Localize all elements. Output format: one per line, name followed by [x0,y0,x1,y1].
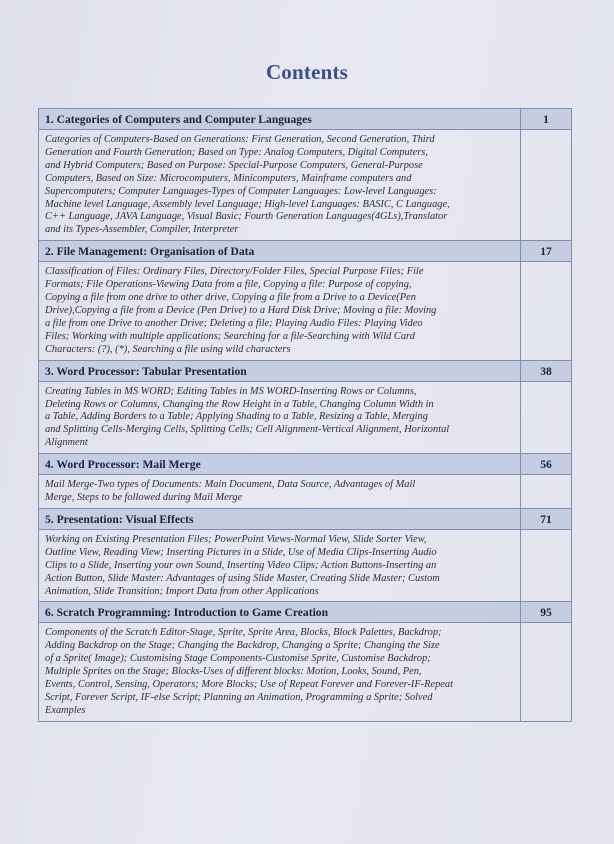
toc-section [39,509,571,603]
chapter-topics-row [39,262,571,359]
topic-line: Action Button, Slide Master: Advantages of using Slide Master, Creating Slide Master; Custom [45,572,440,584]
topic-line: Components of the Scratch Editor-Stage, Sprite, Sprite Area, Blocks, Block Palettes, Backdrop; [45,627,442,639]
page-number: 17 [540,245,552,259]
chapter-title: 6. Scratch Programming: Introduction to Game Creation [39,602,521,622]
page-column-blank [521,530,571,602]
topic-line: Supercomputers; Computer Languages-Types of Computer Languages: Low-level Languages: [45,185,437,197]
chapter-title: 4. Word Processor: Mail Merge [39,454,521,474]
chapter-topics-row [39,130,571,240]
chapter-title: 2. File Management: Organisation of Data [39,241,521,261]
chapter-topics [39,475,521,508]
topic-line: Classification of Files: Ordinary Files, Directory/Folder Files, Special Purpose Files; File [45,266,424,278]
topic-line: and Hybrid Computers; Based on Purpose: Special-Purpose Computers, General-Purpose [45,159,423,171]
topic-line: Multiple Sprites on the Stage; Blocks-Uses of different blocks: Motion, Looks, Sound, Pen, [45,666,422,678]
topic-line: Alignment [45,437,88,449]
page-column-blank [521,623,571,720]
topic-line: a Table, Adding Borders to a Table; Applying Shading to a Table, Resizing a Table, Merging [45,411,428,423]
page-column-blank [521,130,571,240]
chapter-topics [39,130,521,240]
chapter-title: 5. Presentation: Visual Effects [39,509,521,529]
topic-line: C++ Language, JAVA Language, Visual Basic; Fourth Generation Languages(4GLs),Translator [45,211,448,223]
chapter-topics [39,262,521,359]
page-number: 56 [540,458,552,472]
page-number: 95 [540,606,552,620]
topic-line: Working on Existing Presentation Files; PowerPoint Views-Normal View, Slide Sorter View, [45,533,427,545]
chapter-heading-row [39,454,571,475]
chapter-heading-row [39,361,571,382]
chapter-heading-row [39,109,571,130]
topic-line: Computers, Based on Size: Microcomputers, Minicomputers, Mainframe computers and [45,172,412,184]
topic-line: and Splitting Cells-Merging Cells, Splitting Cells; Cell Alignment-Vertical Alignment, Horizontal [45,424,450,436]
chapter-topics [39,382,521,454]
topic-line: of a Sprite( Image); Customising Stage Components-Customise Sprite, Customise Backdrop; [45,653,431,665]
contents-table [38,108,572,722]
topic-line: Deleting Rows or Columns, Changing the Row Height in a Table, Changing Column Width in [45,398,434,410]
chapter-heading-row [39,241,571,262]
page-number: 71 [540,512,552,526]
topic-line: Mail Merge-Two types of Documents: Main Document, Data Source, Advantages of Mail [45,479,416,491]
chapter-topics [39,530,521,602]
topic-line: Formats; File Operations-Viewing Data from a file, Copying a file: Purpose of copying, [45,279,412,291]
topic-line: and its Types-Assembler, Compiler, Interpreter [45,224,239,236]
topic-line: Merge, Steps to be followed during Mail Merge [45,492,243,504]
page-number: 38 [540,364,552,378]
topic-line: Clips to a Slide, Inserting your own Sound, Inserting Video Clips; Action Buttons-Inserting an [45,559,437,571]
chapter-topics-row [39,623,571,720]
topic-line: Generation and Fourth Generation; Based on Type: Analog Computers, Digital Computers, [45,146,428,158]
page-column-blank [521,382,571,454]
topic-line: Adding Backdrop on the Stage; Changing the Backdrop, Changing a Sprite; Changing the Size [45,640,440,652]
page-title: Contents [265,60,349,84]
topic-line: Script, Forever Script, IF-else Script; Planning an Animation, Programming a Sprite; Solved [45,692,433,703]
toc-section [39,602,571,720]
topic-line: Drive),Copying a file from a Device (Pen Drive) to a Hard Disk Drive; Moving a file: Moving [45,304,437,316]
topic-line: Categories of Computers-Based on Generations: First Generation, Second Generation, Third [45,134,435,145]
chapter-title: 1. Categories of Computers and Computer Languages [39,109,521,129]
topic-line: Copying a file from one drive to other drive, Copying a file from a Drive to a Device(Pen [45,292,416,304]
topic-line: Creating Tables in MS WORD; Editing Tables in MS WORD-Inserting Rows or Columns, [45,385,417,397]
chapter-topics-row [39,382,571,454]
page-number: 1 [543,113,549,126]
toc-section [39,361,571,455]
chapter-heading-row [39,509,571,530]
chapter-topics-row [39,475,571,508]
toc-section [39,109,571,241]
topic-line: Animation, Slide Transition; Import Data from other Applications [45,585,319,597]
topic-line: Examples [45,704,86,716]
topic-line: Outline View, Reading View; Inserting Pictures in a Slide, Use of Media Clips-Inserting Audio [45,546,437,558]
topic-line: Machine level Language, Assembly level Language; High-level Languages: BASIC, C Language, [45,198,450,210]
chapter-topics-row [39,530,571,602]
page-column-blank [521,475,571,508]
page-column-blank [521,262,571,359]
chapter-title: 3. Word Processor: Tabular Presentation [39,361,521,381]
chapter-topics [39,623,521,720]
chapter-heading-row [39,602,571,623]
topic-line: a file from one Drive to another Drive; Deleting a file; Playing Audio Files: Playing Video [45,317,423,329]
topic-line: Events, Control, Sensing, Operators; More Blocks; Use of Repeat Forever and Forever-IF-Repeat [45,679,453,691]
topic-line: Characters: (?), (*), Searching a file using wild characters [45,343,291,355]
toc-section [39,454,571,509]
toc-section [39,241,571,360]
topic-line: Files; Working with multiple applications; Searching for a file-Searching with Wild Card [45,330,415,342]
